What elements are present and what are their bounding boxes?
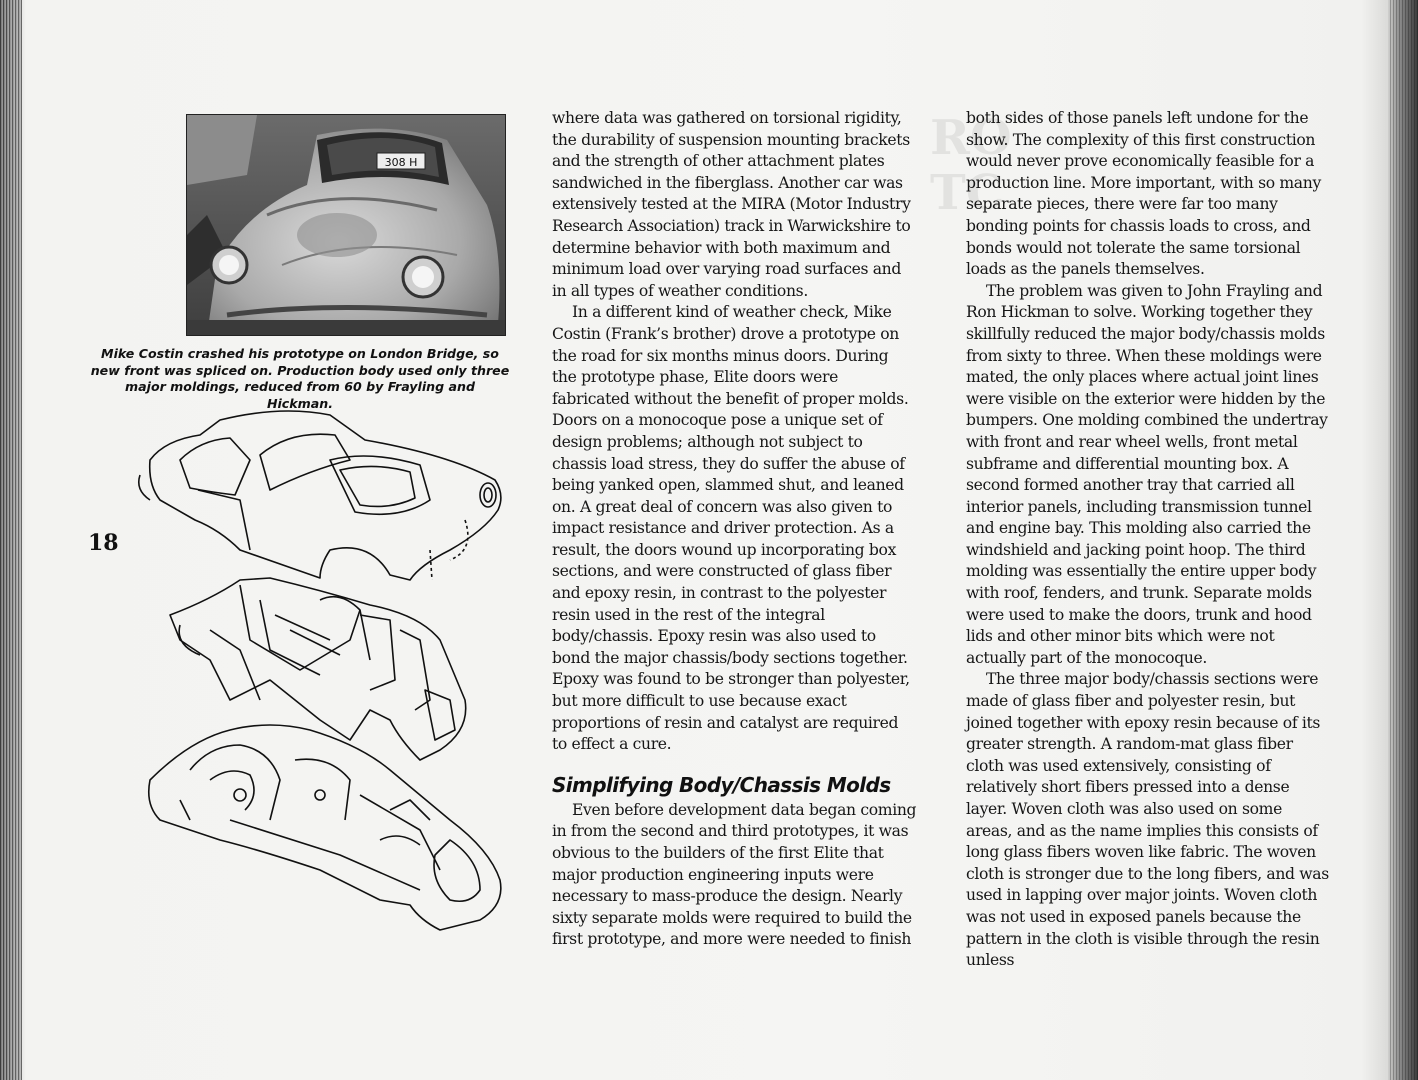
- exploded-body-chassis-diagram: [120, 400, 520, 975]
- paragraph: Even before development data began coming in from the second and third prototypes, it was obvious to the builders of the first Elite that major production engineering inputs were necessary to mass-produce the design. Nearly sixty separate molds were required to build the first prototype, and more were needed to finish: [552, 800, 917, 949]
- book-page-spread: 18 308 H Mike Costin crashed his prototype on London Bridge, so new front was spliced on. Production body used only three major moldings, reduced from 60 by Frayling and Hickman. RO TC where data was gathered on torsional rigidity, the durability of suspension mounting brackets and the strength of other attachment plates sandwiched in the fiberglass. Another car was extensively tested at the MIRA (Motor Industry Research Association) track in Warwickshire to determine behavior with both maximum and minimum load over varying road surfaces and in all types of weather conditions. In a different kind of weather check, Mike Costin (Frank’s brother) drove a prototype on the road for six months minus doors. During the prototype phase, Elite doors were fabricated without the benefit of proper molds. Doors on a monocoque pose a unique set of design problems; although not subject to chassis load stress, they do suffer the abuse of being yanked open, slammed shut, and leaned on. A great deal of concern was also given to impact resistance and driver protection. As a result, the doors wound up incorporating box sections, and were constructed of glass fiber and epoxy resin, in contrast to the polyester resin used in the rest of the integral body/chassis. Epoxy resin was also used to bond the major chassis/body sections together. Epoxy was found to be stronger than polyester, but more difficult to use because exact proportions of resin and catalyst are required to effect a cure. Simplifying Body/Chassis Molds Even before development data began coming in from the second and third prototypes, it was obvious to the builders of the first Elite that major production engineering inputs were necessary to mass-produce the design. Nearly sixty separate molds were required to build the first prototype, and more were needed to finish both sides of those panels left undone for the show. The complexity of this first construction would never prove economically feasible for a production line. More important, with so many separate pieces, there were far too many bonding points for chassis loads to cross, and bonds would not tolerate the same torsional loads as the panels themselves. The problem was given to John Frayling and Ron Hickman to solve. Working together they skillfully reduced the major body/chassis molds from sixty to three. When these moldings were mated, the only places where actual joint lines were visible on the exterior were hidden by the bumpers. One molding combined the undertray with front and rear wheel wells, front metal subframe and differential mounting box. A second formed another tray that carried all interior panels, including transmission tunnel and engine bay. This molding also carried the windshield and jacking point hoop. The third molding was essentially the entire upper body with roof, fenders, and trunk. Separate molds were used to make the doors, trunk and hood lids and other minor bits which were not actually part of the monocoque. The three major body/chassis sections were made of glass fiber and polyester resin, but joined together with epoxy resin because of its greater strength. A random-mat glass fiber cloth was used extensively, consisting of relatively short fibers pressed into a dense layer. Woven cloth was also used on some areas, and as the name implies this consists of long glass fibers woven like fabric. The woven cloth is stronger due to the long fibers, and was used in lapping over major joints. Woven cloth was not used in exposed panels because the pattern in the cloth is visible through the resin unless: [0, 0, 1418, 1080]
- paragraph: In a different kind of weather check, Mike Costin (Frank’s brother) drove a prototype on the road for six months minus doors. During the prototype phase, Elite doors were fabricated without the benefit of proper molds. Doors on a monocoque pose a unique set of design problems; although not subject to chassis load stress, they do suffer the abuse of being yanked open, slammed shut, and leaned on. A great deal of concern was also given to impact resistance and driver protection. As a result, the doors wound up incorporating box sections, and were constructed of glass fiber and epoxy resin, in contrast to the polyester resin used in the rest of the integral body/chassis. Epoxy resin was also used to bond the major chassis/body sections together. Epoxy was found to be stronger than polyester, but more difficult to use because exact proportions of resin and catalyst are required to effect a cure.: [552, 303, 910, 754]
- page-stack-left-edge: [0, 0, 22, 1080]
- page-stack-right-edge: [1388, 0, 1418, 1080]
- photo-caption: Mike Costin crashed his prototype on London Bridge, so new front was spliced on. Production body used only three major moldings, reduced from 60 by Frayling and Hickman.: [90, 346, 510, 411]
- text-column-right: [966, 108, 1331, 972]
- paragraph: The three major body/chassis sections were made of glass fiber and polyester resin, but joined together with epoxy resin because of its greater strength. A random-mat glass fiber cloth was used extensively, consisting of relatively short fibers pressed into a dense layer. Woven cloth was also used on some areas, and as the name implies this consists of long glass fibers woven like fabric. The woven cloth is stronger due to the long fibers, and was used in lapping over major joints. Woven cloth was not used in exposed panels because the pattern in the cloth is visible through the resin unless: [966, 670, 1329, 970]
- text-column-middle: [552, 108, 917, 951]
- page-number: 18: [88, 530, 119, 556]
- paragraph: The problem was given to John Frayling and Ron Hickman to solve. Working together they skillfully reduced the major body/chassis molds from sixty to three. When these moldings were mated, the only places where actual joint lines were visible on the exterior were hidden by the bumpers. One molding combined the undertray with front and rear wheel wells, front metal subframe and differential mounting box. A second formed another tray that carried all interior panels, including transmission tunnel and engine bay. This molding also carried the windshield and jacking point hoop. The third molding was essentially the entire upper body with roof, fenders, and trunk. Separate molds were used to make the doors, trunk and hood lids and other minor bits which were not actually part of the monocoque.: [966, 281, 1328, 667]
- prototype-photo: [186, 114, 506, 336]
- paragraph: where data was gathered on torsional rigidity, the durability of suspension mounting brackets and the strength of other attachment plates sandwiched in the fiberglass. Another car was extensively tested at the MIRA (Motor Industry Research Association) track in Warwickshire to determine behavior with both maximum and minimum load over varying road surfaces and in all types of weather conditions.: [552, 109, 911, 300]
- license-plate-text: 308 H: [384, 156, 418, 169]
- paragraph: both sides of those panels left undone for the show. The complexity of this first construction would never prove economically feasible for a production line. More important, with so many separate pieces, there were far too many bonding points for chassis loads to cross, and bonds would not tolerate the same torsional loads as the panels themselves.: [966, 109, 1321, 279]
- section-heading: Simplifying Body/Chassis Molds: [552, 772, 891, 797]
- undertray-molding: [149, 725, 501, 930]
- upper-body-molding: [139, 411, 501, 580]
